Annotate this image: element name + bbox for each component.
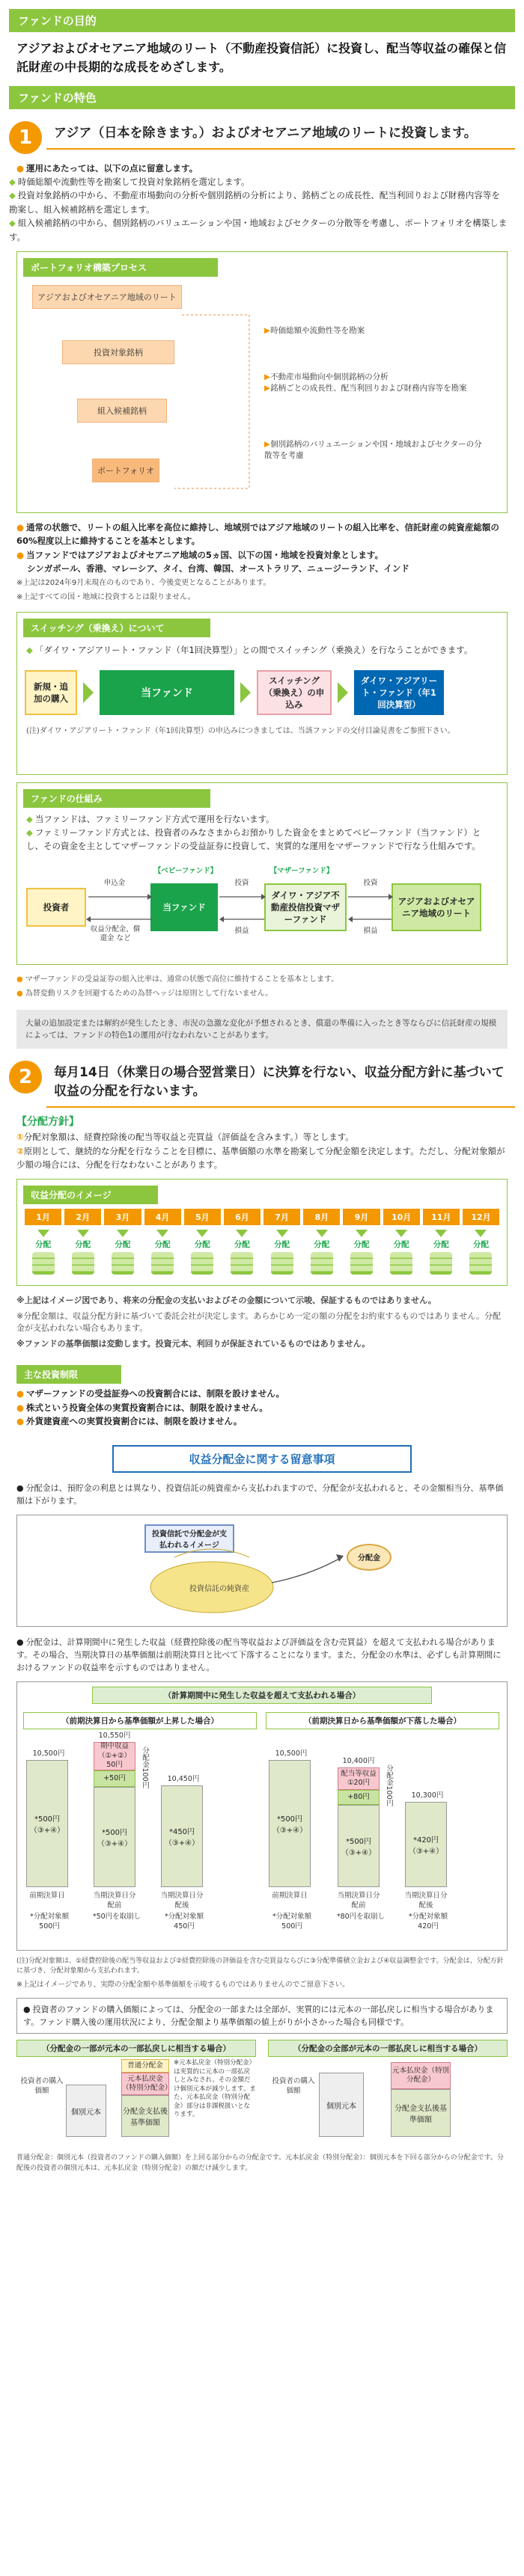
month-4: 4月 bbox=[144, 1209, 181, 1225]
process-note-2: ▶不動産市場動向や個別銘柄の分析 ▶銘柄ごとの成長性、配当利回りおよび財務内容等を勘案 bbox=[264, 372, 467, 393]
down-cur1-col: *500円（③+④） bbox=[338, 1805, 380, 1887]
coin-stack-icon bbox=[72, 1252, 94, 1275]
distribution-marker bbox=[463, 1228, 499, 1275]
mother-fund-box: ダイワ・アジア不動産投信投資マザーファンド bbox=[264, 883, 347, 931]
profit-label-1: 損益 bbox=[234, 926, 249, 935]
all-base-col: 個別元本 bbox=[319, 2073, 364, 2137]
f2-note-1: ※上記はイメージ図であり、将来の分配金の支払いおよびその金額について示唆、保証するものではありません。 bbox=[16, 1295, 436, 1306]
mechanism-title: ファンドの仕組み bbox=[23, 789, 210, 808]
limit-1: ● マザーファンドの受益証券への投資割合には、制限を設けません。 bbox=[16, 1384, 508, 1400]
distribution-label: 分配 bbox=[274, 1240, 290, 1250]
part-head: （分配金の一部が元本の一部払戻しに相当する場合） bbox=[16, 2040, 256, 2057]
month-12: 12月 bbox=[463, 1209, 499, 1225]
down-prev-col: *500円（③+④） bbox=[269, 1760, 311, 1887]
f1-sub-2: ◆ 投資対象銘柄の中から、不動産市場動向の分析や個別銘柄の分析により、銘柄ごとの成長性、配当利回りおよび財務内容等を勘案し、組入候補銘柄を選定します。 bbox=[0, 188, 524, 216]
distribution-marker bbox=[144, 1228, 181, 1275]
down-rsv1: *分配対象額500円 bbox=[272, 1912, 312, 1931]
baby-fund-box: 当ファンド bbox=[150, 883, 218, 931]
example-diagram bbox=[16, 1681, 508, 1951]
distribution-marker bbox=[343, 1228, 380, 1275]
dist-image-diagram bbox=[16, 1515, 508, 1627]
down-after-value: 10,300円 bbox=[411, 1791, 444, 1800]
up-lbl-cur1: 当期決算日分配前 bbox=[93, 1891, 136, 1910]
up-cur1-col: *500円（③+④） bbox=[94, 1787, 135, 1887]
caution-3: ● 投資者のファンドの購入価額によっては、分配金の一部または全部が、実質的には元本の一部払戻しに相当する場合があります。ファンド購入後の運用状況により、分配金額より基準価額の値上がりが小さかった場合も同様です。 bbox=[16, 1998, 508, 2034]
part-normal: 普通分配金 bbox=[121, 2059, 169, 2073]
up-peak-value: 10,550円 bbox=[98, 1731, 131, 1740]
feature-number-2: 2 bbox=[9, 1061, 42, 1094]
switch-box-fund: 当ファンド bbox=[100, 670, 234, 715]
arrow-down-icon bbox=[316, 1230, 328, 1237]
mechanism-flow bbox=[17, 867, 507, 957]
switch-box-annual: ダイワ・アジアリート・ファンド（年1回決算型） bbox=[354, 670, 444, 715]
all-refund: 元本払戻金（特別分配金） bbox=[391, 2062, 451, 2089]
month-10: 10月 bbox=[383, 1209, 420, 1225]
down-rsv2: *80円を取崩し bbox=[336, 1912, 386, 1921]
month-7: 7月 bbox=[263, 1209, 300, 1225]
down-profit-box: 配当等収益①20円 bbox=[338, 1767, 380, 1790]
feature-1-header bbox=[9, 121, 515, 154]
chart-note-2: ※上記はイメージであり、実際の分配金額や基準価額を示唆するものではありませんのでご留意下さい。 bbox=[16, 1980, 350, 1989]
distribution-image-title: 収益分配のイメージ bbox=[23, 1186, 158, 1204]
month-9: 9月 bbox=[343, 1209, 380, 1225]
arrow-down-icon bbox=[77, 1230, 89, 1237]
month-11: 11月 bbox=[423, 1209, 460, 1225]
f1-bullet-3: ● 当ファンドではアジアおよびオセアニア地域の5ヵ国、以下の国・地域を投資対象とします。 bbox=[0, 548, 524, 562]
up-plus-box: +50円 bbox=[94, 1770, 135, 1787]
limits-title: 主な投資制限 bbox=[16, 1365, 121, 1384]
distribution-marker bbox=[104, 1228, 141, 1275]
arrow-right-icon bbox=[240, 682, 251, 703]
distribution-row bbox=[17, 1225, 507, 1282]
switching-text: ◆ 「ダイワ・アジアリート・ファンド（年1回決算型）」との間でスイッチング（乗換え）を行なうことができます。 bbox=[17, 637, 507, 663]
down-cur2-col: *420円（③+④） bbox=[405, 1802, 447, 1887]
mechanism-note-2: ● 為替変動リスクを回避するための為替ヘッジは原則として行ないません。 bbox=[0, 987, 524, 1001]
policy-head: 【分配方針】 bbox=[16, 1116, 79, 1129]
feature-2-header bbox=[9, 1061, 515, 1108]
coin-stack-icon bbox=[271, 1252, 293, 1275]
month-6: 6月 bbox=[224, 1209, 261, 1225]
down-peak-value: 10,400円 bbox=[342, 1756, 375, 1765]
arrow-down-icon bbox=[435, 1230, 447, 1237]
img-nav: 投資信託の純資産 bbox=[189, 1584, 249, 1593]
arrow-right-icon bbox=[338, 682, 348, 703]
down-lbl-prev: 前期決算日 bbox=[272, 1891, 308, 1900]
mother-label: 【マザーファンド】 bbox=[269, 866, 334, 875]
coin-stack-icon bbox=[311, 1252, 333, 1275]
month-8: 8月 bbox=[303, 1209, 340, 1225]
distribution-label: 分配 bbox=[194, 1240, 210, 1250]
distribution-label: 分配 bbox=[75, 1240, 91, 1250]
f1-bullet-1: ● 運用にあたっては、以下の点に留意します。 bbox=[0, 162, 524, 175]
f1-note-2: ※上記すべての国・地域に投資するとは限りません。 bbox=[16, 592, 195, 601]
coin-stack-icon bbox=[32, 1252, 55, 1275]
mechanism-arrows bbox=[17, 867, 504, 957]
month-5: 5月 bbox=[184, 1209, 221, 1225]
distribution-label: 分配 bbox=[353, 1240, 370, 1250]
down-plus-box: +80円 bbox=[338, 1790, 380, 1805]
coin-stack-icon bbox=[112, 1252, 134, 1275]
process-funnel bbox=[25, 309, 257, 503]
up-after-value: 10,450円 bbox=[167, 1774, 200, 1783]
down-lbl-cur2: 当期決算日分配後 bbox=[404, 1891, 448, 1910]
process-note-1: ▶時価総額や流動性等を勘案 bbox=[264, 325, 365, 335]
img-dist: 分配金 bbox=[347, 1544, 392, 1571]
switch-box-new: 新規・追加の購入 bbox=[25, 670, 77, 715]
switching-box bbox=[16, 612, 508, 775]
example-head: （計算期間中に発生した収益を超えて支払われる場合） bbox=[92, 1687, 432, 1704]
distribution-marker bbox=[224, 1228, 261, 1275]
target-reit-box: アジアおよびオセアニア地域のリート bbox=[392, 883, 481, 931]
all-head: （分配金の全部が元本の一部払戻しに相当する場合） bbox=[268, 2040, 508, 2057]
process-step-4: ポートフォリオ bbox=[92, 459, 159, 482]
arrow-down-icon bbox=[276, 1230, 288, 1237]
investor-box: 投資者 bbox=[26, 888, 86, 927]
feature-2-title: 毎月14日（休業日の場合翌営業日）に決算を行ない、収益分配方針に基づいて収益の分配を行ないます。 bbox=[46, 1061, 515, 1108]
coin-stack-icon bbox=[430, 1252, 452, 1275]
caution-title: 収益分配金に関する留意事項 bbox=[112, 1445, 412, 1473]
part-after-col: 分配金支払後基準価額 bbox=[121, 2095, 169, 2137]
feature-1-title: アジア（日本を除きます。）およびオセアニア地域のリートに投資します。 bbox=[46, 121, 515, 150]
process-step-2: 投資対象銘柄 bbox=[62, 340, 174, 364]
limits-box bbox=[16, 1359, 508, 1434]
distribution-label: 分配 bbox=[472, 1240, 489, 1250]
feature-number-1: 1 bbox=[9, 121, 42, 154]
down-dist100: 分配金100円 bbox=[385, 1764, 393, 1807]
case-up-head: （前期決算日から基準価額が上昇した場合） bbox=[23, 1712, 257, 1729]
f2-note-3: ※ファンドの基準価額は変動します。投資元本、利回りが保証されているものではありません。 bbox=[16, 1338, 371, 1349]
caution-2: ● 分配金は、計算期間中に発生した収益（経費控除後の配当等収益および評価益を含む売買益）を超えて支払われる場合があります。その場合、当期決算日の基準価額は前期決算日と比べて下落することになります。また、分配金の水準は、必ずしも計算期間におけるファンドの収益率を示すものではありません。 bbox=[0, 1633, 524, 1677]
arrow-right-icon bbox=[83, 682, 94, 703]
caution-1: ● 分配金は、預貯金の利息とは異なり、投資信託の純資産から支払われますので、分配金が支払われると、その金額相当分、基準価額は下がります。 bbox=[0, 1479, 524, 1510]
baby-label: 【ベビーファンド】 bbox=[153, 866, 218, 875]
coin-stack-icon bbox=[151, 1252, 174, 1275]
refund-diagrams bbox=[16, 2040, 508, 2152]
up-rsv1: *分配対象額500円 bbox=[29, 1912, 70, 1931]
part-base-col: 個別元本 bbox=[66, 2085, 106, 2137]
arrow-down-icon bbox=[37, 1230, 49, 1237]
arrow-down-icon bbox=[475, 1230, 487, 1237]
distribution-marker bbox=[303, 1228, 340, 1275]
distribution-label: 分配 bbox=[433, 1240, 449, 1250]
apply-label: 申込金 bbox=[103, 878, 126, 887]
mechanism-box bbox=[16, 782, 508, 965]
img-label: 投資信託で分配金が支払われるイメージ bbox=[144, 1524, 234, 1553]
distribution-image-box bbox=[16, 1179, 508, 1286]
invest-label-2: 投資 bbox=[363, 878, 378, 887]
arrow-down-icon bbox=[117, 1230, 129, 1237]
down-lbl-cur1: 当期決算日分配前 bbox=[337, 1891, 380, 1910]
policy-1: ①分配対象額は、経費控除後の配当等収益と売買益（評価益を含みます。）等とします。 bbox=[16, 1132, 354, 1143]
distribution-label: 分配 bbox=[35, 1240, 52, 1250]
up-dist100: 分配金100円 bbox=[141, 1746, 149, 1789]
process-note-3: ▶個別銘柄のバリュエーションや国・地域およびセクターの分散等を考慮 bbox=[264, 439, 482, 461]
switch-box-apply: スイッチング（乗換え）の申込み bbox=[257, 670, 332, 715]
coin-stack-icon bbox=[390, 1252, 412, 1275]
f1-sub-1: ◆ 時価総額や流動性等を勘案して投資対象銘柄を選定します。 bbox=[0, 175, 524, 188]
month-3: 3月 bbox=[104, 1209, 141, 1225]
gray-note: 大量の追加設定または解約が発生したとき、市況の急激な変化が予想されるとき、償還の準備に入ったとき等ならびに信託財産の規模によっては、ファンドの特色1の運用が行なわれないことがあります。 bbox=[16, 1010, 508, 1049]
switching-title: スイッチング（乗換え）について bbox=[23, 619, 210, 637]
dist-arrow bbox=[272, 1545, 354, 1590]
f1-note-1: ※上記は2024年9月末現在のものであり、今後変更となることがあります。 bbox=[16, 578, 271, 587]
coin-stack-icon bbox=[350, 1252, 373, 1275]
distribution-label: 分配 bbox=[314, 1240, 330, 1250]
distribution-marker bbox=[184, 1228, 221, 1275]
arrow-down-icon bbox=[156, 1230, 168, 1237]
distribution-label: 分配 bbox=[154, 1240, 171, 1250]
up-cur2-col: *450円（③+④） bbox=[161, 1785, 203, 1887]
month-row bbox=[17, 1204, 507, 1225]
process-step-1: アジアおよびオセアニア地域のリート bbox=[32, 285, 182, 309]
f1-countries: シンガポール、香港、マレーシア、タイ、台湾、韓国、オーストラリア、ニュージーランド、インド bbox=[27, 563, 409, 574]
up-rsv2: *50円を取崩し bbox=[92, 1912, 141, 1921]
mechanism-note-1: ● マザーファンドの受益証券の組入比率は、通常の状態で高位に維持することを基本とします。 bbox=[0, 972, 524, 987]
limit-3: ● 外貨建資産への実質投資割合には、制限を設けません。 bbox=[16, 1414, 508, 1428]
distribution-label: 分配 bbox=[393, 1240, 409, 1250]
case-down-head: （前期決算日から基準価額が下落した場合） bbox=[266, 1712, 499, 1729]
up-prev-col: *500円（③+④） bbox=[26, 1760, 68, 1887]
purpose-title: ファンドの目的 bbox=[9, 9, 515, 32]
distribution-label: 分配 bbox=[234, 1240, 250, 1250]
limit-2: ● 株式という投資全体の実質投資割合には、制限を設けません。 bbox=[16, 1401, 508, 1414]
month-1: 1月 bbox=[25, 1209, 61, 1225]
footer-note: 普通分配金：個別元本（投資者のファンドの購入価額）を上回る部分からの分配金です。元本払戻金（特別分配金）：個別元本を下回る部分からの分配金です。分配後の投資者の個別元本は、元本払戻金（特別分配金）の額だけ減少します。 bbox=[16, 2154, 504, 2172]
switching-flow bbox=[17, 663, 507, 723]
up-lbl-prev: 前期決算日 bbox=[29, 1891, 65, 1900]
f1-sub-3: ◆ 組入候補銘柄の中から、個別銘柄のバリュエーションや国・地域およびセクターの分散等を考慮し、ポートフォリオを構築します。 bbox=[0, 216, 524, 244]
all-purchase: 投資者の購入価額 bbox=[272, 2077, 315, 2096]
arrow-down-icon bbox=[395, 1230, 407, 1237]
distribution-label: 分配 bbox=[115, 1240, 131, 1250]
purpose-text: アジアおよびオセアニア地域のリート（不動産投資信託）に投資し、配当等収益の確保と信託財産の中長期的な成長をめざします。 bbox=[16, 41, 507, 74]
up-lbl-cur2: 当期決算日分配後 bbox=[160, 1891, 204, 1910]
distribution-marker bbox=[423, 1228, 460, 1275]
down-prev-value: 10,500円 bbox=[275, 1749, 308, 1758]
invest-label-1: 投資 bbox=[234, 878, 249, 887]
part-refund: 元本払戻金（特別分配金） bbox=[121, 2073, 169, 2095]
distribution-marker bbox=[263, 1228, 300, 1275]
coin-stack-icon bbox=[191, 1252, 213, 1275]
distribution-marker bbox=[25, 1228, 61, 1275]
distribution-marker bbox=[383, 1228, 420, 1275]
process-step-3: 組入候補銘柄 bbox=[77, 399, 167, 423]
process-title: ポートフォリオ構築プロセス bbox=[23, 258, 218, 277]
part-note: ※元本払戻金（特別分配金）は実質的に元本の一部払戻しとみなされ、その金額だけ個別元本が減少します。また、元本払戻金（特別分配金）部分は非課税扱いとなります。 bbox=[174, 2059, 256, 2119]
redeem-label: 収益分配金、償還金 など bbox=[90, 924, 141, 943]
features-title: ファンドの特色 bbox=[9, 86, 515, 109]
mechanism-line-1: ◆ 当ファンドは、ファミリーファンド方式で運用を行ないます。 bbox=[17, 808, 507, 826]
distribution-marker bbox=[64, 1228, 101, 1275]
coin-stack-icon bbox=[231, 1252, 253, 1275]
down-rsv3: *分配対象額420円 bbox=[408, 1912, 448, 1931]
arrow-down-icon bbox=[356, 1230, 368, 1237]
portfolio-process-box bbox=[16, 251, 508, 513]
profit-label-2: 損益 bbox=[363, 926, 378, 935]
part-purchase: 投資者の購入価額 bbox=[20, 2077, 64, 2096]
arrow-down-icon bbox=[236, 1230, 248, 1237]
all-after-col: 分配金支払後基準価額 bbox=[391, 2089, 451, 2137]
f2-note-2: ※分配金額は、収益分配方針に基づいて委託会社が決定します。あらかじめ一定の額の分配をお約束するものではありません。分配金が支払われない場合もあります。 bbox=[16, 1310, 501, 1334]
arrow-down-icon bbox=[196, 1230, 208, 1237]
coin-stack-icon bbox=[469, 1252, 492, 1275]
chart-note: (注)分配対象額は、①経費控除後の配当等収益および②経費控除後の評価益を含む売買益ならびに③分配準備積立金および④収益調整金です。分配金は、分配方針に基づき、分配対象額から支払われます。 bbox=[16, 1957, 504, 1975]
policy-2: ②原則として、継続的な分配を行なうことを目標に、基準価額の水準を勘案して分配金額を決定します。ただし、分配対象額が少額の場合には、分配を行なわないことがあります。 bbox=[16, 1145, 505, 1171]
up-prev-value: 10,500円 bbox=[32, 1749, 65, 1758]
up-profit-box: 期中収益（①+②）50円 bbox=[94, 1742, 135, 1770]
switching-note: (注)ダイワ・アジアリート・ファンド（年1回決算型）の申込みにつきましては、当該ファンドの交付目論見書をご参照下さい。 bbox=[26, 726, 455, 735]
month-2: 2月 bbox=[64, 1209, 101, 1225]
mechanism-line-2: ◆ ファミリーファンド方式とは、投資者のみなさまからお預かりした資金をまとめてベビーファンド（当ファンド）とし、その資金を主としてマザーファンドの受益証券に投資して、実質的な運用をマザーファンドで行なう仕組みです。 bbox=[17, 826, 507, 853]
f1-bullet-2: ● 通常の状態で、リートの組入比率を高位に維持し、地域別ではアジア地域のリートの組入比率を、信託財産の純資産総額の60%程度以上に維持することを基本とします。 bbox=[0, 521, 524, 548]
up-rsv3: *分配対象額450円 bbox=[164, 1912, 204, 1931]
